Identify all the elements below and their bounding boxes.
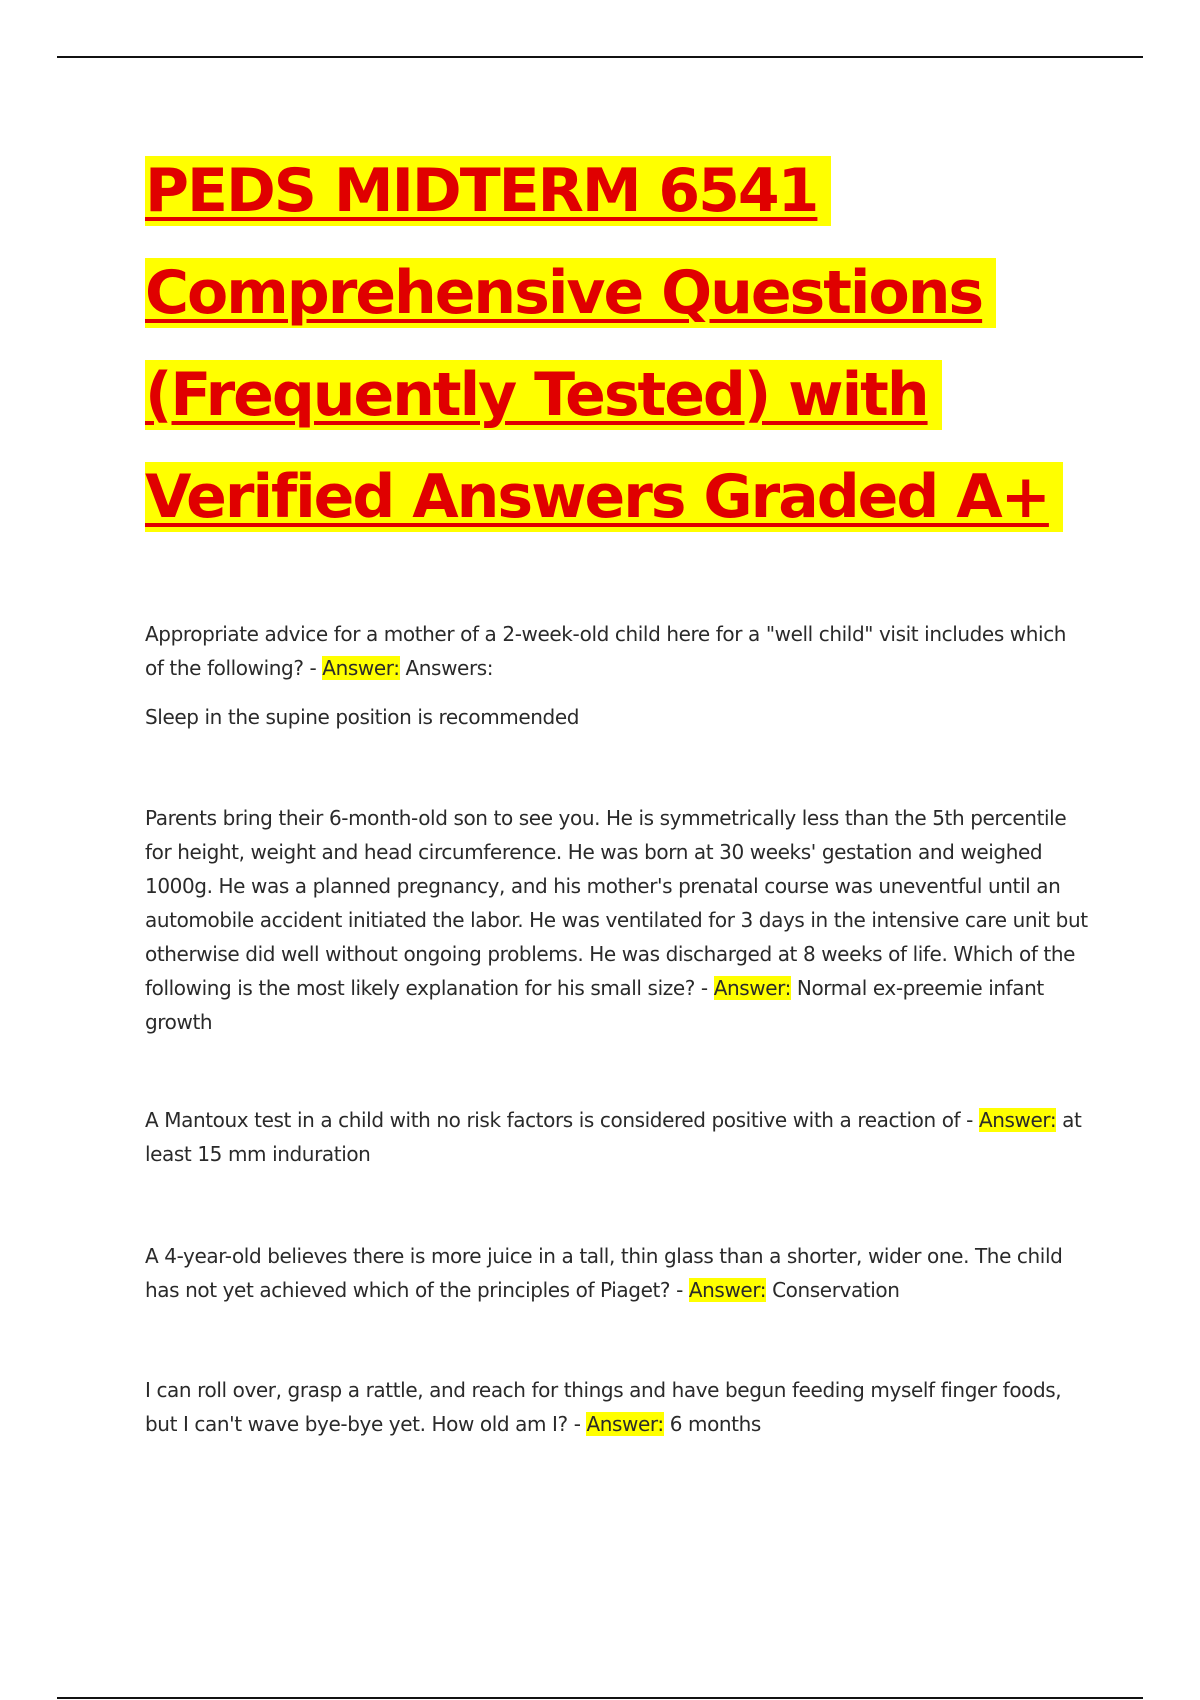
bottom-rule xyxy=(57,1697,1143,1699)
answer-label: Answer: xyxy=(978,1108,1057,1132)
answer-label: Answer: xyxy=(688,1278,767,1302)
document-title xyxy=(145,140,1145,548)
answer-text: Answers: xyxy=(405,656,494,680)
answer-detail: Sleep in the supine position is recommended xyxy=(145,705,580,729)
qa-item-4 xyxy=(145,1239,1090,1307)
title-line: Verified Answers Graded A+ xyxy=(145,446,1145,548)
title-line: (Frequently Tested) with xyxy=(145,344,1145,446)
title-line: PEDS MIDTERM 6541 xyxy=(145,140,1145,242)
qa-item-3 xyxy=(145,1103,1090,1171)
answer-text: Normal ex-preemie infant growth xyxy=(145,976,1044,1034)
top-rule xyxy=(57,56,1143,58)
question-text: A Mantoux test in a child with no risk factors is considered positive with a reaction of - xyxy=(145,1108,979,1132)
answer-label: Answer: xyxy=(713,976,791,1000)
answer-label: Answer: xyxy=(586,1412,664,1436)
qa-item-2 xyxy=(145,801,1090,1039)
question-text: I can roll over, grasp a rattle, and reach for things and have begun feeding myself finger foods, but I can't wave bye-bye yet. How old am I? - xyxy=(145,1378,1062,1436)
answer-text: at least 15 mm induration xyxy=(145,1108,1082,1166)
question-text: A 4-year-old believes there is more juice in a tall, thin glass than a shorter, wider one. The child has not yet achieved which of the principles of Piaget? - xyxy=(145,1244,1063,1302)
qa-item-1 xyxy=(145,617,1090,685)
qa-item-5 xyxy=(145,1373,1090,1441)
answer-label: Answer: xyxy=(322,656,400,680)
answer-text: Conservation xyxy=(772,1278,900,1302)
answer-text: 6 months xyxy=(669,1412,761,1436)
question-text: Appropriate advice for a mother of a 2-week-old child here for a "well child" visit includes which of the following? - xyxy=(145,622,1067,680)
qa-item-1-detail xyxy=(145,700,1090,734)
question-text: Parents bring their 6-month-old son to see you. He is symmetrically less than the 5th percentile for height, weight and head circumference. He was born at 30 weeks' gestation and weighed 1000g. He was a planned pregnancy, and his mother's prenatal course was uneventful until an automobile accident initiated the labor. He was ventilated for 3 days in the intensive care unit but otherwise did well without ongoing problems. He was discharged at 8 weeks of life. Which of the following is the most likely explanation for his small size? - xyxy=(145,806,1088,1000)
title-line: Comprehensive Questions xyxy=(145,242,1145,344)
